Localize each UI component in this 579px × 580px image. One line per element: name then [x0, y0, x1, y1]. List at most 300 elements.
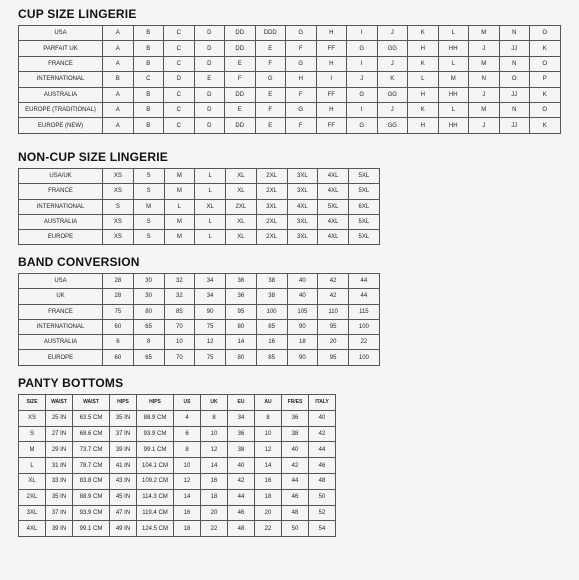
table-cell: 44	[282, 473, 309, 489]
table-cell: 65	[133, 350, 164, 365]
table-cell: 63.5 CM	[73, 410, 110, 426]
table-cell: L	[195, 230, 226, 245]
table-cell: 93.9 CM	[137, 426, 174, 442]
row-label: INTERNATIONAL	[19, 319, 103, 334]
table-cell: 5XL	[349, 169, 380, 184]
table-cell: JJ	[499, 41, 530, 56]
table-cell: 75	[195, 319, 226, 334]
table-cell: 2XL	[256, 169, 287, 184]
table-cell: DD	[225, 41, 256, 56]
table-cell: 75	[195, 350, 226, 365]
table-cell: O	[530, 102, 561, 117]
table-cell: 22	[349, 335, 380, 350]
table-row	[19, 410, 336, 426]
table-cell: 35 IN	[110, 410, 137, 426]
table-cell: 78.7 CM	[73, 458, 110, 474]
table-cell: E	[194, 72, 225, 87]
table-cell: GG	[377, 118, 408, 133]
table-cell: 14	[174, 489, 201, 505]
table-cell: B	[133, 26, 164, 41]
table-cell: 70	[164, 319, 195, 334]
table-cell: S	[133, 214, 164, 229]
row-label: EUROPE (TRADITIONAL)	[19, 102, 103, 117]
table-row	[19, 473, 336, 489]
table-cell: 85	[256, 319, 287, 334]
table-cell: 119.4 CM	[137, 505, 174, 521]
non-cup-size-table	[18, 168, 380, 245]
table-cell: M	[133, 199, 164, 214]
row-label: USA	[19, 274, 103, 289]
table-cell: 40	[282, 442, 309, 458]
table-cell: M	[164, 214, 195, 229]
table-cell: H	[408, 41, 439, 56]
table-row	[19, 118, 561, 133]
row-label: AUSTRALIA	[19, 87, 103, 102]
table-cell: N	[469, 72, 500, 87]
table-cell: 50	[309, 489, 336, 505]
table-cell: 65	[133, 319, 164, 334]
table-cell: F	[255, 56, 286, 71]
table-cell: N	[499, 56, 530, 71]
table-row	[19, 184, 380, 199]
table-cell: DDD	[255, 26, 286, 41]
table-cell: K	[530, 87, 561, 102]
column-header: US	[174, 395, 201, 411]
table-cell: O	[499, 72, 530, 87]
table-cell: O	[530, 56, 561, 71]
table-cell: D	[194, 56, 225, 71]
table-cell: D	[194, 41, 225, 56]
table-cell: 44	[349, 289, 380, 304]
table-cell: D	[194, 87, 225, 102]
table-cell: S	[133, 169, 164, 184]
table-cell: J	[469, 118, 500, 133]
row-label: EUROPE	[19, 350, 103, 365]
table-cell: N	[499, 102, 530, 117]
table-cell: 110	[318, 304, 349, 319]
table-row	[19, 426, 336, 442]
table-row	[19, 41, 561, 56]
table-cell: 46	[309, 458, 336, 474]
table-cell: 42	[318, 289, 349, 304]
table-cell: G	[286, 56, 317, 71]
table-cell: C	[164, 26, 195, 41]
table-cell: E	[225, 102, 256, 117]
table-cell: F	[255, 102, 286, 117]
table-cell: XS	[103, 230, 134, 245]
table-cell: 8	[174, 442, 201, 458]
table-cell: 54	[309, 521, 336, 537]
table-cell: M	[469, 26, 500, 41]
table-cell: A	[103, 87, 134, 102]
table-cell: 83.8 CM	[73, 473, 110, 489]
table-cell: FF	[316, 118, 347, 133]
table-cell: D	[194, 26, 225, 41]
row-label: M	[19, 442, 46, 458]
table-cell: 3XL	[287, 214, 318, 229]
table-cell: 14	[226, 335, 257, 350]
table-cell: 44	[309, 442, 336, 458]
table-cell: K	[530, 41, 561, 56]
row-label: USA	[19, 26, 103, 41]
table-cell: K	[377, 72, 408, 87]
table-cell: 40	[228, 458, 255, 474]
table-cell: 31 IN	[46, 458, 73, 474]
table-cell: 6XL	[349, 199, 380, 214]
table-cell: 60	[103, 319, 134, 334]
table-row	[19, 521, 336, 537]
column-header: HIPS	[110, 395, 137, 411]
table-cell: 28	[103, 274, 134, 289]
table-cell: 6	[174, 426, 201, 442]
table-row	[19, 274, 380, 289]
cup-size-title: CUP SIZE LINGERIE	[18, 7, 137, 21]
table-cell: 8	[201, 410, 228, 426]
table-row	[19, 335, 380, 350]
table-cell: K	[408, 102, 439, 117]
table-cell: JJ	[499, 87, 530, 102]
table-cell: A	[103, 102, 134, 117]
table-cell: 12	[195, 335, 226, 350]
table-cell: M	[164, 169, 195, 184]
table-cell: 104.1 CM	[137, 458, 174, 474]
table-row	[19, 319, 380, 334]
table-cell: F	[286, 87, 317, 102]
column-header: HIPS	[137, 395, 174, 411]
band-conversion-table	[18, 273, 380, 366]
table-cell: 32	[164, 289, 195, 304]
table-cell: XL	[226, 214, 257, 229]
table-cell: H	[316, 26, 347, 41]
band-conversion-section	[18, 255, 380, 366]
table-cell: D	[194, 102, 225, 117]
table-cell: J	[469, 41, 500, 56]
table-cell: 5XL	[349, 230, 380, 245]
table-cell: 4XL	[318, 169, 349, 184]
table-cell: 93.9 CM	[73, 505, 110, 521]
table-cell: 48	[282, 505, 309, 521]
table-cell: 40	[287, 289, 318, 304]
table-cell: 12	[201, 442, 228, 458]
table-cell: 28	[103, 289, 134, 304]
table-cell: 85	[164, 304, 195, 319]
table-row	[19, 304, 380, 319]
table-cell: 73.7 CM	[73, 442, 110, 458]
table-row	[19, 199, 380, 214]
table-cell: J	[347, 72, 378, 87]
table-cell: 47 IN	[110, 505, 137, 521]
table-cell: GG	[377, 87, 408, 102]
table-cell: 114.3 CM	[137, 489, 174, 505]
row-label: AUSTRALIA	[19, 214, 103, 229]
table-cell: 14	[201, 458, 228, 474]
table-cell: F	[225, 72, 256, 87]
table-cell: DD	[225, 118, 256, 133]
table-cell: 36	[282, 410, 309, 426]
table-cell: 124.5 CM	[137, 521, 174, 537]
table-cell: 18	[287, 335, 318, 350]
table-cell: H	[408, 118, 439, 133]
table-cell: 42	[228, 473, 255, 489]
table-cell: 38	[282, 426, 309, 442]
table-row	[19, 289, 380, 304]
table-cell: D	[164, 72, 195, 87]
table-cell: 20	[318, 335, 349, 350]
table-cell: 41 IN	[110, 458, 137, 474]
table-cell: 16	[201, 473, 228, 489]
row-label: FRANCE	[19, 304, 103, 319]
table-cell: I	[347, 102, 378, 117]
table-cell: 37 IN	[46, 505, 73, 521]
panty-bottoms-table	[18, 394, 336, 537]
table-cell: 4	[174, 410, 201, 426]
table-cell: G	[347, 41, 378, 56]
table-cell: 52	[309, 505, 336, 521]
table-cell: 100	[349, 350, 380, 365]
table-cell: 37 IN	[110, 426, 137, 442]
table-cell: A	[103, 41, 134, 56]
table-row	[19, 56, 561, 71]
table-cell: 18	[174, 521, 201, 537]
table-cell: L	[195, 169, 226, 184]
non-cup-size-section	[18, 150, 380, 245]
table-cell: S	[103, 199, 134, 214]
table-cell: 12	[255, 442, 282, 458]
table-cell: C	[133, 72, 164, 87]
table-cell: 10	[255, 426, 282, 442]
table-cell: G	[286, 26, 317, 41]
column-header: AU	[255, 395, 282, 411]
table-cell: 80	[226, 319, 257, 334]
table-cell: DD	[225, 26, 256, 41]
table-cell: L	[408, 72, 439, 87]
table-cell: 80	[133, 304, 164, 319]
table-cell: 42	[318, 274, 349, 289]
table-cell: D	[194, 118, 225, 133]
table-cell: 2XL	[256, 214, 287, 229]
table-cell: 33 IN	[46, 473, 73, 489]
table-cell: GG	[377, 41, 408, 56]
row-label: 4XL	[19, 521, 46, 537]
table-cell: 85	[256, 350, 287, 365]
table-cell: 10	[201, 426, 228, 442]
table-cell: 48	[228, 521, 255, 537]
column-header: FR/ES	[282, 395, 309, 411]
table-cell: 8	[133, 335, 164, 350]
table-cell: C	[164, 56, 195, 71]
table-cell: JJ	[499, 118, 530, 133]
table-cell: 42	[309, 426, 336, 442]
table-row	[19, 214, 380, 229]
table-cell: FF	[316, 87, 347, 102]
table-row	[19, 458, 336, 474]
table-cell: K	[408, 56, 439, 71]
table-cell: E	[255, 118, 286, 133]
table-cell: 100	[349, 319, 380, 334]
table-cell: 46	[228, 505, 255, 521]
table-cell: 36	[226, 274, 257, 289]
table-cell: M	[469, 56, 500, 71]
column-header: UK	[201, 395, 228, 411]
table-cell: B	[133, 56, 164, 71]
table-cell: 18	[255, 489, 282, 505]
table-cell: 38	[256, 289, 287, 304]
row-label: FRANCE	[19, 56, 103, 71]
table-cell: L	[438, 102, 469, 117]
table-cell: B	[133, 118, 164, 133]
table-cell: 42	[282, 458, 309, 474]
table-cell: 5XL	[349, 184, 380, 199]
table-cell: C	[164, 118, 195, 133]
table-cell: B	[133, 87, 164, 102]
table-cell: L	[195, 214, 226, 229]
row-label: 3XL	[19, 505, 46, 521]
table-cell: 60	[103, 350, 134, 365]
table-cell: 12	[174, 473, 201, 489]
table-cell: 88.9 CM	[73, 489, 110, 505]
table-cell: O	[530, 26, 561, 41]
table-cell: H	[316, 56, 347, 71]
table-cell: 75	[103, 304, 134, 319]
table-cell: 95	[318, 319, 349, 334]
table-cell: 30	[133, 289, 164, 304]
table-cell: L	[438, 56, 469, 71]
row-label: EUROPE	[19, 230, 103, 245]
table-cell: 70	[164, 350, 195, 365]
table-cell: XS	[103, 184, 134, 199]
table-cell: 10	[164, 335, 195, 350]
table-cell: 44	[349, 274, 380, 289]
table-cell: E	[255, 87, 286, 102]
table-cell: L	[164, 199, 195, 214]
table-cell: 4XL	[318, 230, 349, 245]
row-label: INTERNATIONAL	[19, 72, 103, 87]
table-cell: 99.1 CM	[137, 442, 174, 458]
panty-bottoms-title: PANTY BOTTOMS	[18, 376, 124, 390]
table-cell: I	[347, 56, 378, 71]
table-cell: HH	[438, 87, 469, 102]
table-cell: 16	[255, 473, 282, 489]
table-row	[19, 505, 336, 521]
table-cell: 38	[256, 274, 287, 289]
table-cell: C	[164, 41, 195, 56]
table-cell: 34	[228, 410, 255, 426]
table-cell: FF	[316, 41, 347, 56]
cup-size-table	[18, 25, 561, 134]
table-cell: C	[164, 87, 195, 102]
table-cell: H	[286, 72, 317, 87]
table-cell: S	[133, 184, 164, 199]
table-cell: 18	[201, 489, 228, 505]
table-cell: 44	[228, 489, 255, 505]
table-cell: 39 IN	[110, 442, 137, 458]
table-cell: A	[103, 26, 134, 41]
table-row	[19, 87, 561, 102]
table-cell: 49 IN	[110, 521, 137, 537]
row-label: XL	[19, 473, 46, 489]
table-cell: 36	[228, 426, 255, 442]
table-cell: P	[530, 72, 561, 87]
table-cell: A	[103, 56, 134, 71]
table-cell: J	[377, 26, 408, 41]
table-cell: 6	[103, 335, 134, 350]
table-cell: 3XL	[256, 199, 287, 214]
cup-size-section	[18, 7, 561, 134]
table-cell: 80	[226, 350, 257, 365]
table-cell: 2XL	[226, 199, 257, 214]
table-cell: 8	[255, 410, 282, 426]
panty-bottoms-section	[18, 376, 336, 537]
row-label: USA/UK	[19, 169, 103, 184]
table-cell: 3XL	[287, 184, 318, 199]
table-cell: B	[103, 72, 134, 87]
table-cell: 99.1 CM	[73, 521, 110, 537]
row-label: EUROPE (NEW)	[19, 118, 103, 133]
table-cell: H	[316, 102, 347, 117]
table-cell: G	[286, 102, 317, 117]
table-cell: 39 IN	[46, 521, 73, 537]
table-cell: 2XL	[256, 184, 287, 199]
table-cell: 20	[201, 505, 228, 521]
table-cell: S	[133, 230, 164, 245]
table-cell: 115	[349, 304, 380, 319]
table-row	[19, 489, 336, 505]
row-label: 2XL	[19, 489, 46, 505]
row-label: PARFAIT UK	[19, 41, 103, 56]
table-cell: M	[164, 230, 195, 245]
table-cell: 88.9 CM	[137, 410, 174, 426]
table-cell: G	[255, 72, 286, 87]
table-cell: 90	[287, 350, 318, 365]
table-row	[19, 230, 380, 245]
table-cell: 95	[226, 304, 257, 319]
table-cell: J	[377, 56, 408, 71]
table-cell: G	[347, 118, 378, 133]
table-cell: 109.2 CM	[137, 473, 174, 489]
row-label: INTERNATIONAL	[19, 199, 103, 214]
table-cell: HH	[438, 41, 469, 56]
table-cell: 43 IN	[110, 473, 137, 489]
table-cell: L	[438, 26, 469, 41]
column-header: WAIST	[73, 395, 110, 411]
table-cell: 100	[256, 304, 287, 319]
table-cell: B	[133, 41, 164, 56]
table-cell: 32	[164, 274, 195, 289]
table-cell: 90	[287, 319, 318, 334]
table-cell: I	[316, 72, 347, 87]
table-cell: 5XL	[349, 214, 380, 229]
non-cup-size-title: NON-CUP SIZE LINGERIE	[18, 150, 168, 164]
table-cell: 14	[255, 458, 282, 474]
table-cell: 34	[195, 289, 226, 304]
table-cell: 46	[282, 489, 309, 505]
table-cell: M	[164, 184, 195, 199]
table-row	[19, 102, 561, 117]
table-row	[19, 72, 561, 87]
table-cell: M	[438, 72, 469, 87]
table-cell: 68.6 CM	[73, 426, 110, 442]
table-cell: 90	[195, 304, 226, 319]
table-row	[19, 26, 561, 41]
table-cell: 4XL	[287, 199, 318, 214]
table-cell: E	[225, 56, 256, 71]
table-cell: I	[347, 26, 378, 41]
table-cell: 10	[174, 458, 201, 474]
column-header: WAIST	[46, 395, 73, 411]
table-cell: 16	[256, 335, 287, 350]
table-cell: K	[408, 26, 439, 41]
table-cell: HH	[438, 118, 469, 133]
